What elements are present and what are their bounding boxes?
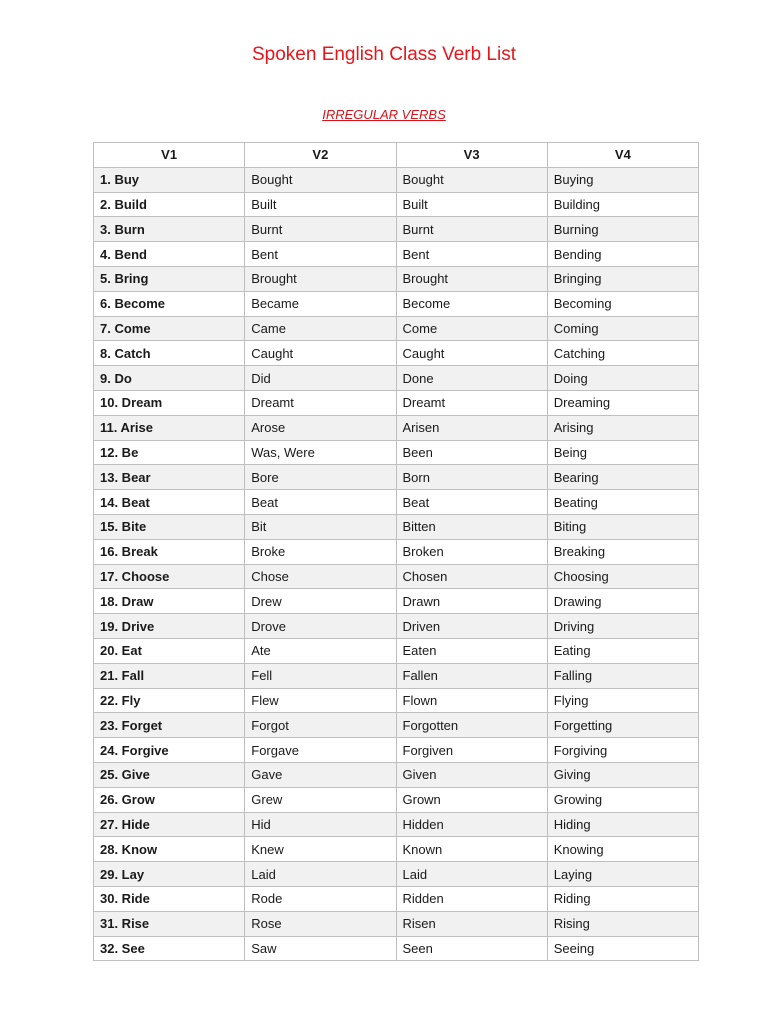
cell-v4: Becoming <box>547 291 698 316</box>
cell-v3: Given <box>396 762 547 787</box>
cell-v4: Burning <box>547 217 698 242</box>
table-row <box>94 713 699 738</box>
table-row <box>94 291 699 316</box>
cell-v4: Knowing <box>547 837 698 862</box>
table-row <box>94 812 699 837</box>
cell-v3: Burnt <box>396 217 547 242</box>
cell-v1: 17. Choose <box>94 564 245 589</box>
cell-v4: Flying <box>547 688 698 713</box>
cell-v2: Gave <box>245 762 396 787</box>
cell-v2: Did <box>245 366 396 391</box>
cell-v2: Brought <box>245 266 396 291</box>
table-row <box>94 217 699 242</box>
cell-v4: Seeing <box>547 936 698 961</box>
page-title: Spoken English Class Verb List <box>251 44 517 65</box>
cell-v4: Hiding <box>547 812 698 837</box>
table-row <box>94 390 699 415</box>
cell-v3: Flown <box>396 688 547 713</box>
cell-v3: Forgiven <box>396 738 547 763</box>
cell-v2: Became <box>245 291 396 316</box>
section-heading: IRREGULAR VERBS <box>322 107 446 122</box>
cell-v3: Arisen <box>396 415 547 440</box>
cell-v1: 9. Do <box>94 366 245 391</box>
table-row <box>94 266 699 291</box>
cell-v2: Bent <box>245 242 396 267</box>
cell-v3: Born <box>396 465 547 490</box>
cell-v2: Dreamt <box>245 390 396 415</box>
cell-v1: 24. Forgive <box>94 738 245 763</box>
cell-v3: Known <box>396 837 547 862</box>
cell-v4: Falling <box>547 663 698 688</box>
cell-v2: Drew <box>245 589 396 614</box>
cell-v3: Eaten <box>396 638 547 663</box>
cell-v1: 11. Arise <box>94 415 245 440</box>
table-row <box>94 514 699 539</box>
table-row <box>94 366 699 391</box>
cell-v4: Doing <box>547 366 698 391</box>
cell-v2: Came <box>245 316 396 341</box>
cell-v2: Knew <box>245 837 396 862</box>
cell-v3: Broken <box>396 539 547 564</box>
table-body <box>94 167 699 961</box>
cell-v1: 18. Draw <box>94 589 245 614</box>
cell-v3: Fallen <box>396 663 547 688</box>
cell-v1: 16. Break <box>94 539 245 564</box>
cell-v2: Forgot <box>245 713 396 738</box>
cell-v4: Bending <box>547 242 698 267</box>
table-row <box>94 242 699 267</box>
cell-v3: Bent <box>396 242 547 267</box>
column-header-v2: V2 <box>245 143 396 168</box>
cell-v3: Been <box>396 440 547 465</box>
cell-v1: 4. Bend <box>94 242 245 267</box>
cell-v4: Laying <box>547 862 698 887</box>
cell-v3: Drawn <box>396 589 547 614</box>
cell-v1: 31. Rise <box>94 911 245 936</box>
cell-v3: Brought <box>396 266 547 291</box>
cell-v4: Eating <box>547 638 698 663</box>
cell-v3: Caught <box>396 341 547 366</box>
cell-v3: Built <box>396 192 547 217</box>
cell-v2: Saw <box>245 936 396 961</box>
cell-v4: Forgiving <box>547 738 698 763</box>
cell-v1: 10. Dream <box>94 390 245 415</box>
cell-v4: Arising <box>547 415 698 440</box>
cell-v2: Bought <box>245 167 396 192</box>
cell-v3: Chosen <box>396 564 547 589</box>
table-row <box>94 415 699 440</box>
cell-v4: Rising <box>547 911 698 936</box>
table-row <box>94 862 699 887</box>
cell-v2: Flew <box>245 688 396 713</box>
cell-v4: Building <box>547 192 698 217</box>
cell-v1: 8. Catch <box>94 341 245 366</box>
table-row <box>94 837 699 862</box>
cell-v4: Breaking <box>547 539 698 564</box>
cell-v1: 14. Beat <box>94 490 245 515</box>
table-row <box>94 936 699 961</box>
table-row <box>94 738 699 763</box>
table-row <box>94 886 699 911</box>
table-row <box>94 589 699 614</box>
cell-v2: Caught <box>245 341 396 366</box>
cell-v4: Forgetting <box>547 713 698 738</box>
cell-v2: Hid <box>245 812 396 837</box>
cell-v2: Built <box>245 192 396 217</box>
cell-v2: Grew <box>245 787 396 812</box>
cell-v3: Dreamt <box>396 390 547 415</box>
cell-v1: 22. Fly <box>94 688 245 713</box>
cell-v1: 13. Bear <box>94 465 245 490</box>
cell-v1: 32. See <box>94 936 245 961</box>
cell-v1: 3. Burn <box>94 217 245 242</box>
cell-v2: Burnt <box>245 217 396 242</box>
cell-v2: Forgave <box>245 738 396 763</box>
cell-v4: Being <box>547 440 698 465</box>
cell-v1: 5. Bring <box>94 266 245 291</box>
cell-v2: Fell <box>245 663 396 688</box>
table-row <box>94 762 699 787</box>
cell-v1: 23. Forget <box>94 713 245 738</box>
cell-v1: 15. Bite <box>94 514 245 539</box>
table-row <box>94 192 699 217</box>
table-row <box>94 440 699 465</box>
cell-v3: Bitten <box>396 514 547 539</box>
cell-v3: Forgotten <box>396 713 547 738</box>
cell-v4: Beating <box>547 490 698 515</box>
cell-v2: Beat <box>245 490 396 515</box>
cell-v1: 6. Become <box>94 291 245 316</box>
cell-v3: Hidden <box>396 812 547 837</box>
table-row <box>94 167 699 192</box>
table-row <box>94 688 699 713</box>
cell-v4: Dreaming <box>547 390 698 415</box>
cell-v4: Catching <box>547 341 698 366</box>
table-header <box>94 143 699 168</box>
table-row <box>94 614 699 639</box>
cell-v2: Arose <box>245 415 396 440</box>
verb-table <box>93 142 699 961</box>
cell-v3: Beat <box>396 490 547 515</box>
cell-v4: Bringing <box>547 266 698 291</box>
cell-v4: Drawing <box>547 589 698 614</box>
cell-v1: 20. Eat <box>94 638 245 663</box>
cell-v1: 19. Drive <box>94 614 245 639</box>
cell-v2: Was, Were <box>245 440 396 465</box>
table-row <box>94 341 699 366</box>
cell-v4: Biting <box>547 514 698 539</box>
cell-v3: Seen <box>396 936 547 961</box>
cell-v4: Giving <box>547 762 698 787</box>
cell-v3: Done <box>396 366 547 391</box>
table-row <box>94 490 699 515</box>
table-row <box>94 465 699 490</box>
cell-v2: Chose <box>245 564 396 589</box>
table-row <box>94 787 699 812</box>
cell-v3: Become <box>396 291 547 316</box>
cell-v2: Bore <box>245 465 396 490</box>
table-row <box>94 663 699 688</box>
cell-v4: Bearing <box>547 465 698 490</box>
cell-v1: 21. Fall <box>94 663 245 688</box>
cell-v2: Broke <box>245 539 396 564</box>
cell-v3: Ridden <box>396 886 547 911</box>
cell-v1: 30. Ride <box>94 886 245 911</box>
cell-v1: 25. Give <box>94 762 245 787</box>
cell-v4: Coming <box>547 316 698 341</box>
cell-v1: 2. Build <box>94 192 245 217</box>
cell-v2: Rode <box>245 886 396 911</box>
table-row <box>94 911 699 936</box>
cell-v3: Grown <box>396 787 547 812</box>
cell-v3: Laid <box>396 862 547 887</box>
cell-v4: Choosing <box>547 564 698 589</box>
cell-v1: 29. Lay <box>94 862 245 887</box>
table-row <box>94 316 699 341</box>
cell-v3: Risen <box>396 911 547 936</box>
cell-v2: Bit <box>245 514 396 539</box>
cell-v2: Ate <box>245 638 396 663</box>
column-header-v4: V4 <box>547 143 698 168</box>
cell-v2: Drove <box>245 614 396 639</box>
column-header-v1: V1 <box>94 143 245 168</box>
cell-v3: Bought <box>396 167 547 192</box>
cell-v3: Come <box>396 316 547 341</box>
cell-v1: 28. Know <box>94 837 245 862</box>
cell-v1: 1. Buy <box>94 167 245 192</box>
cell-v4: Driving <box>547 614 698 639</box>
table-row <box>94 638 699 663</box>
cell-v2: Laid <box>245 862 396 887</box>
cell-v3: Driven <box>396 614 547 639</box>
table-row <box>94 564 699 589</box>
cell-v2: Rose <box>245 911 396 936</box>
table-row <box>94 539 699 564</box>
cell-v4: Riding <box>547 886 698 911</box>
cell-v4: Buying <box>547 167 698 192</box>
cell-v1: 12. Be <box>94 440 245 465</box>
column-header-v3: V3 <box>396 143 547 168</box>
cell-v1: 27. Hide <box>94 812 245 837</box>
cell-v1: 7. Come <box>94 316 245 341</box>
header-row <box>94 143 699 168</box>
cell-v4: Growing <box>547 787 698 812</box>
cell-v1: 26. Grow <box>94 787 245 812</box>
